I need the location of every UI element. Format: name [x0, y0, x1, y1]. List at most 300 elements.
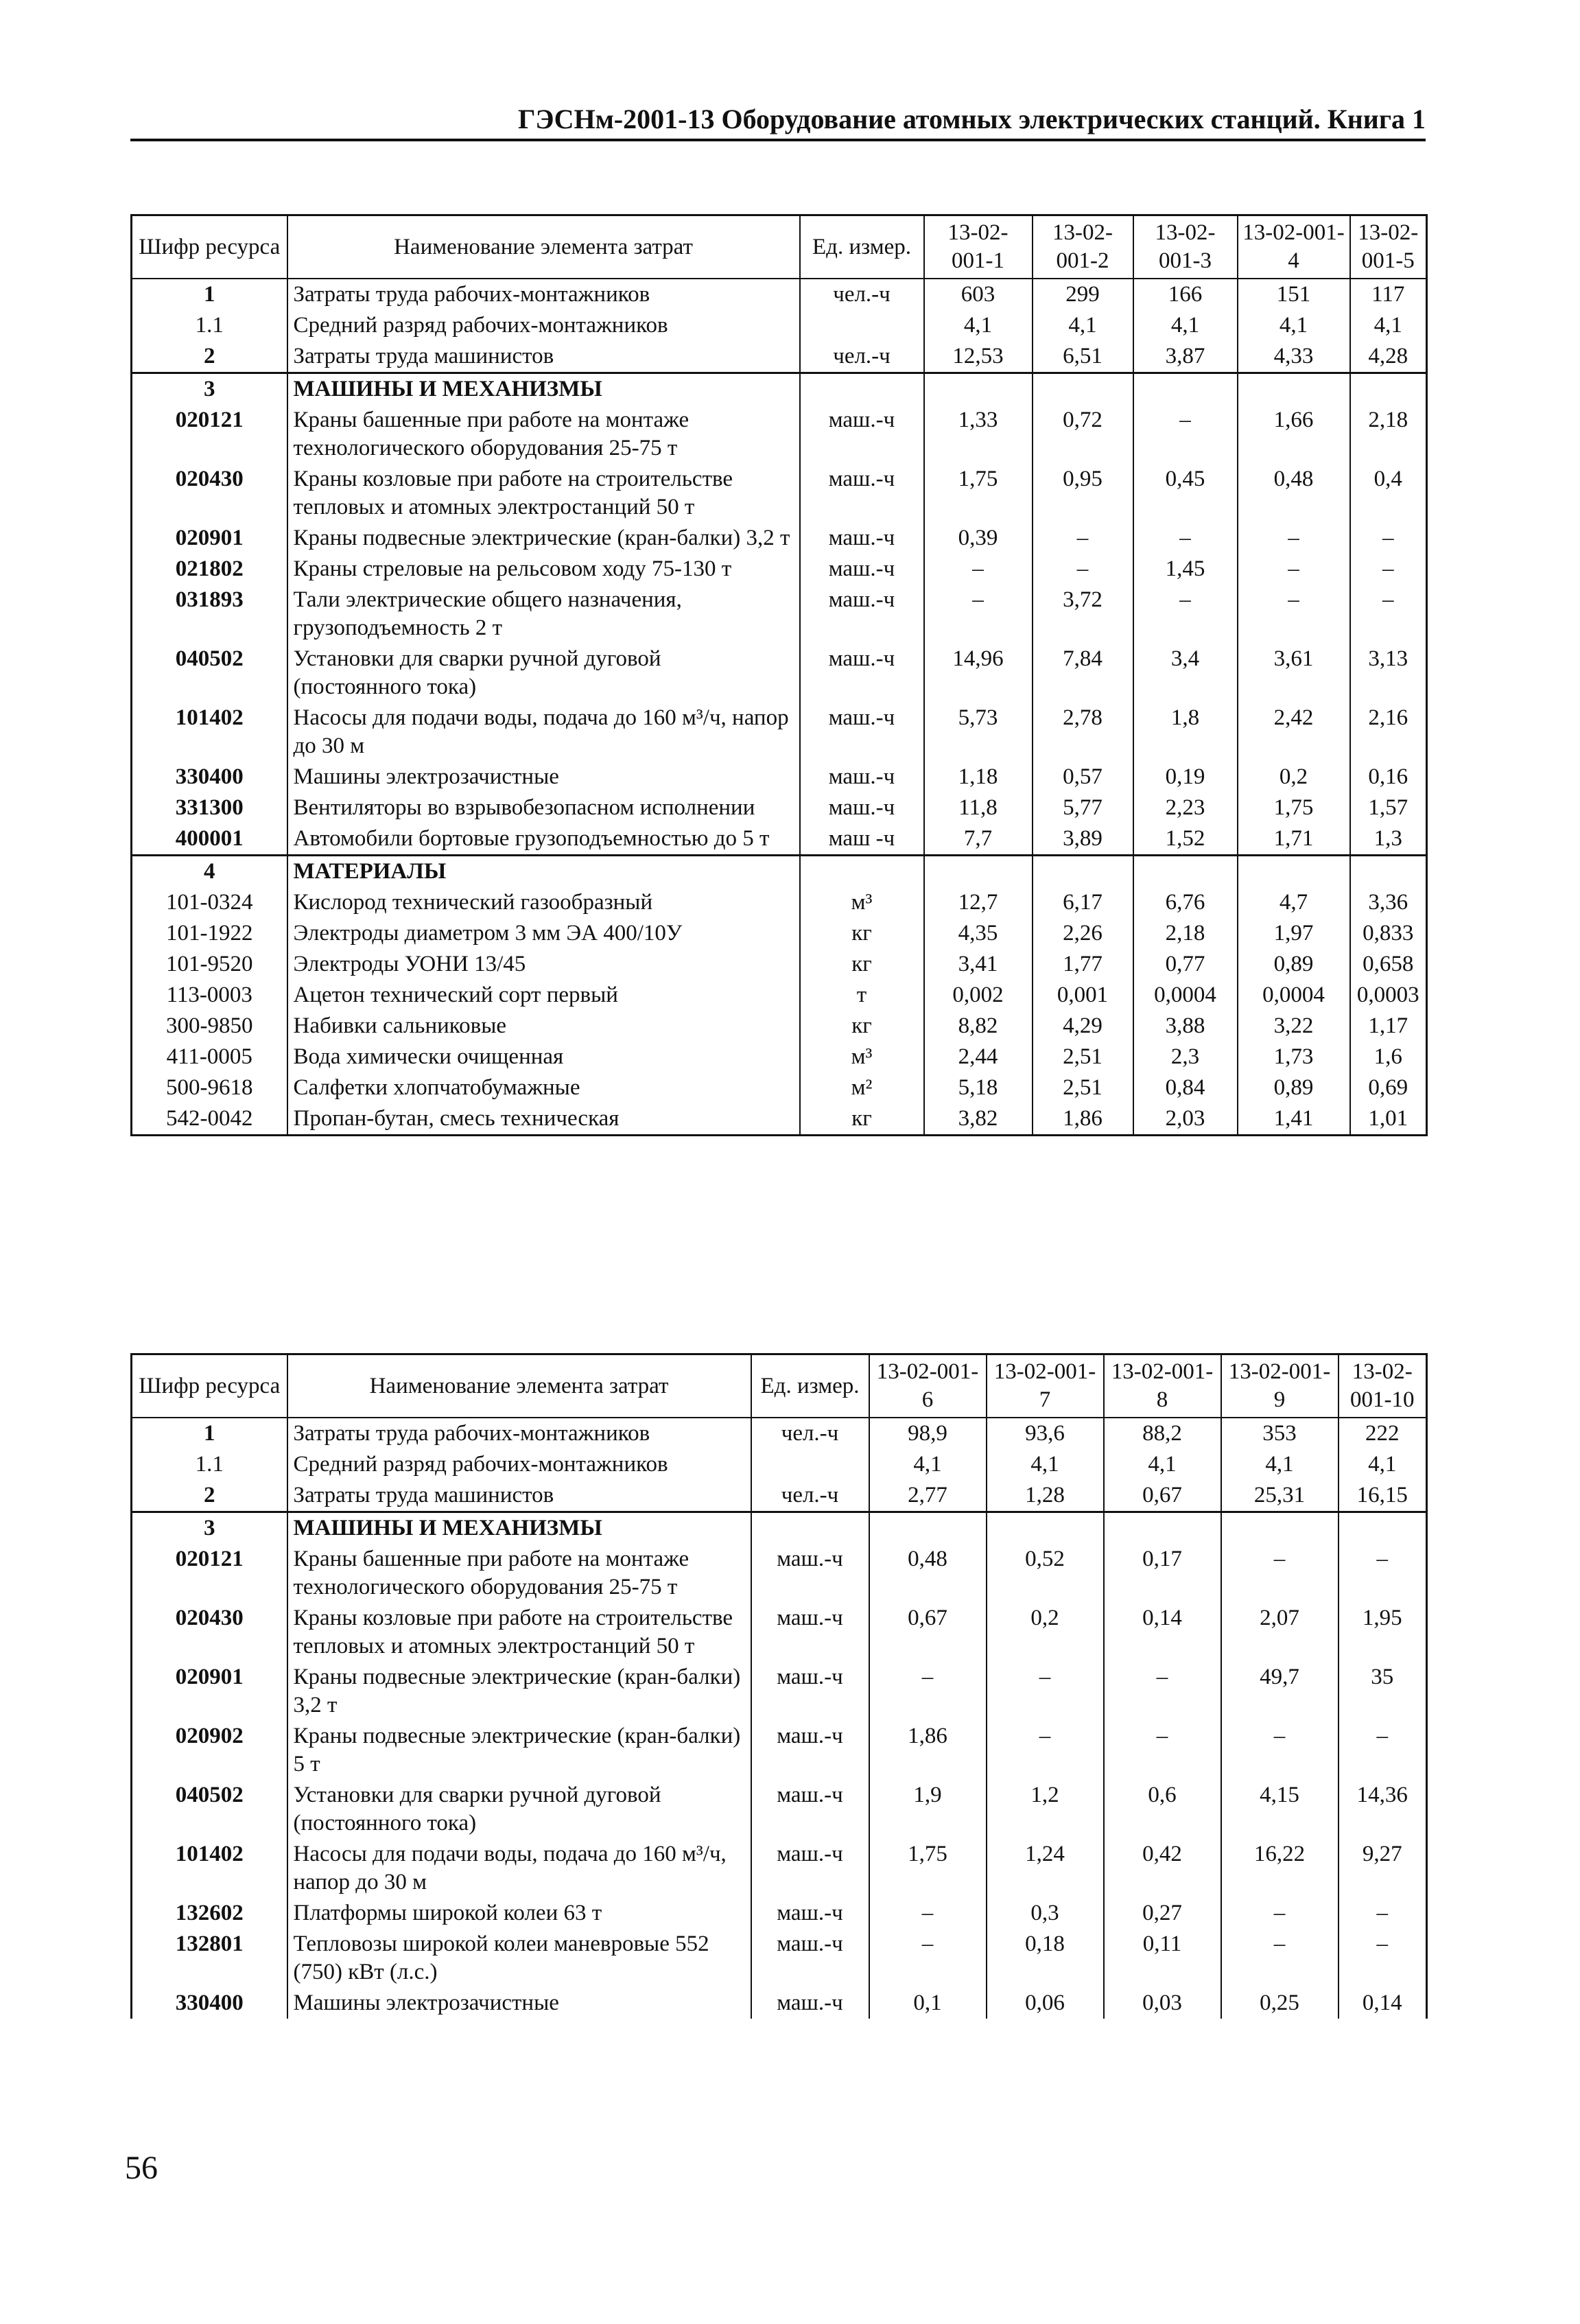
norm-value: – [1221, 1898, 1339, 1929]
resource-code: 1 [132, 279, 287, 310]
unit-of-measure: чел.-ч [800, 341, 924, 373]
table-row [132, 1780, 1427, 1839]
table-row [132, 405, 1427, 464]
table-row [132, 793, 1427, 823]
norm-value: 2,51 [1033, 1072, 1133, 1103]
table-row [132, 823, 1427, 856]
column-header-norm-3: 13-02-001-3 [1133, 215, 1238, 279]
norm-value: 0,002 [924, 980, 1033, 1011]
norm-value: 4,1 [1238, 310, 1350, 341]
resource-name: Затраты труда машинистов [287, 1480, 751, 1512]
norm-value: – [924, 585, 1033, 644]
resource-name: Средний разряд рабочих-монтажников [287, 310, 800, 341]
resource-name: Установки для сварки ручной дуговой (постоянного тока) [287, 1780, 751, 1839]
resource-name: Электроды УОНИ 13/45 [287, 949, 800, 980]
column-header-unit: Ед. измер. [800, 215, 924, 279]
table-row [132, 1662, 1427, 1721]
resource-code: 2 [132, 1480, 287, 1512]
norm-value: 1,18 [924, 762, 1033, 793]
norm-value: 4,15 [1221, 1780, 1339, 1839]
norm-value: 12,7 [924, 887, 1033, 918]
norm-value: 1,3 [1350, 823, 1427, 856]
norm-value [1339, 1512, 1427, 1545]
column-header-norm-2: 13-02-001-2 [1033, 215, 1133, 279]
unit-of-measure [800, 856, 924, 888]
column-header-name: Наименование элемента затрат [287, 215, 800, 279]
norm-value: 3,82 [924, 1103, 1033, 1136]
resource-code: 020430 [132, 1603, 287, 1662]
table-row [132, 464, 1427, 523]
unit-of-measure [751, 1449, 869, 1480]
column-header-code: Шифр ресурса [132, 215, 287, 279]
norm-value: 4,1 [869, 1449, 987, 1480]
resource-name: Платформы широкой колеи 63 т [287, 1898, 751, 1929]
norm-value [987, 1512, 1104, 1545]
table-row [132, 1839, 1427, 1898]
norm-value: 11,8 [924, 793, 1033, 823]
table-row [132, 310, 1427, 341]
norm-value: 0,52 [987, 1544, 1104, 1603]
norm-value: – [987, 1662, 1104, 1721]
norm-value: 166 [1133, 279, 1238, 310]
table-row [132, 1072, 1427, 1103]
resource-name: МАТЕРИАЛЫ [287, 856, 800, 888]
norm-value: 0,25 [1221, 1988, 1339, 2019]
norm-value: – [1221, 1929, 1339, 1988]
norm-value: – [1033, 554, 1133, 585]
norm-value: 5,73 [924, 703, 1033, 762]
norm-value: 0,2 [1238, 762, 1350, 793]
norm-value: 0,42 [1104, 1839, 1221, 1898]
table-row [132, 949, 1427, 980]
norm-value: – [1133, 405, 1238, 464]
resource-code: 2 [132, 341, 287, 373]
norm-value: 1,01 [1350, 1103, 1427, 1136]
norm-value: 3,4 [1133, 644, 1238, 703]
resource-name: Салфетки хлопчатобумажные [287, 1072, 800, 1103]
norm-value: 0,03 [1104, 1988, 1221, 2019]
norm-value: 1,66 [1238, 405, 1350, 464]
resource-name: Краны башенные при работе на монтаже технологического оборудования 25-75 т [287, 1544, 751, 1603]
norm-value: 0,3 [987, 1898, 1104, 1929]
norm-value: – [1350, 585, 1427, 644]
resource-code: 101-0324 [132, 887, 287, 918]
norm-value: 9,27 [1339, 1839, 1427, 1898]
norm-value: 16,15 [1339, 1480, 1427, 1512]
resource-code: 101-9520 [132, 949, 287, 980]
norm-value [1221, 1512, 1339, 1545]
norm-value: 0,57 [1033, 762, 1133, 793]
norm-value: 151 [1238, 279, 1350, 310]
norm-value: 2,07 [1221, 1603, 1339, 1662]
norm-value: 1,71 [1238, 823, 1350, 856]
resource-code: 132801 [132, 1929, 287, 1988]
table-row [132, 1418, 1427, 1449]
resource-code: 020121 [132, 405, 287, 464]
page-header-title: ГЭСНм-2001-13 Оборудование атомных электрических станций. Книга 1 [517, 104, 1426, 134]
norm-value: 0,0004 [1238, 980, 1350, 1011]
norm-value [1033, 373, 1133, 406]
norm-value: 0,0004 [1133, 980, 1238, 1011]
resource-name: Краны козловые при работе на строительстве тепловых и атомных электростанций 50 т [287, 464, 800, 523]
norm-value: 4,7 [1238, 887, 1350, 918]
norm-value: 2,3 [1133, 1042, 1238, 1072]
resource-table-2 [130, 1353, 1428, 2019]
resource-name: Насосы для подачи воды, подача до 160 м³/ч, напор до 30 м [287, 1839, 751, 1898]
column-header-name: Наименование элемента затрат [287, 1354, 751, 1418]
unit-of-measure: маш.-ч [800, 793, 924, 823]
norm-value: 1,86 [869, 1721, 987, 1780]
column-header-code: Шифр ресурса [132, 1354, 287, 1418]
norm-value: 0,72 [1033, 405, 1133, 464]
unit-of-measure: кг [800, 1103, 924, 1136]
column-header-unit: Ед. измер. [751, 1354, 869, 1418]
norm-value: 2,44 [924, 1042, 1033, 1072]
norm-value: 2,03 [1133, 1103, 1238, 1136]
norm-value [1238, 373, 1350, 406]
norm-value: 88,2 [1104, 1418, 1221, 1449]
column-header-norm-10: 13-02-001-10 [1339, 1354, 1427, 1418]
norm-value: 16,22 [1221, 1839, 1339, 1898]
resource-name: Пропан-бутан, смесь техническая [287, 1103, 800, 1136]
resource-code: 411-0005 [132, 1042, 287, 1072]
unit-of-measure [751, 1512, 869, 1545]
resource-name: Вода химически очищенная [287, 1042, 800, 1072]
norm-value: 353 [1221, 1418, 1339, 1449]
table-row [132, 1103, 1427, 1136]
norm-value: 4,1 [1133, 310, 1238, 341]
norm-value: 4,1 [987, 1449, 1104, 1480]
resource-code: 101-1922 [132, 918, 287, 949]
norm-value: 0,18 [987, 1929, 1104, 1988]
resource-code: 300-9850 [132, 1011, 287, 1042]
norm-value: – [1221, 1721, 1339, 1780]
table-row [132, 1449, 1427, 1480]
norm-value: 1,52 [1133, 823, 1238, 856]
resource-name: Затраты труда рабочих-монтажников [287, 1418, 751, 1449]
norm-value: 25,31 [1221, 1480, 1339, 1512]
norm-value: 0,45 [1133, 464, 1238, 523]
resource-name: Ацетон технический сорт первый [287, 980, 800, 1011]
resource-code: 500-9618 [132, 1072, 287, 1103]
resource-name: Тепловозы широкой колеи маневровые 552 (750) кВт (л.с.) [287, 1929, 751, 1988]
resource-name: Краны подвесные электрические (кран-балки) 3,2 т [287, 1662, 751, 1721]
resource-name: Установки для сварки ручной дуговой (постоянного тока) [287, 644, 800, 703]
unit-of-measure: маш.-ч [800, 644, 924, 703]
unit-of-measure: маш.-ч [751, 1721, 869, 1780]
table-row [132, 1929, 1427, 1988]
unit-of-measure: чел.-ч [800, 279, 924, 310]
table-row [132, 1603, 1427, 1662]
unit-of-measure: чел.-ч [751, 1418, 869, 1449]
norm-value: 0,77 [1133, 949, 1238, 980]
resource-code: 132602 [132, 1898, 287, 1929]
norm-value: 0,27 [1104, 1898, 1221, 1929]
unit-of-measure: м² [800, 1072, 924, 1103]
resource-name: Затраты труда рабочих-монтажников [287, 279, 800, 310]
norm-value: 4,1 [1350, 310, 1427, 341]
norm-value: – [1033, 523, 1133, 554]
unit-of-measure: маш.-ч [751, 1603, 869, 1662]
column-header-norm-4: 13-02-001-4 [1238, 215, 1350, 279]
norm-value: – [1133, 523, 1238, 554]
norm-value: – [1350, 554, 1427, 585]
norm-value [1133, 373, 1238, 406]
norm-value: 2,16 [1350, 703, 1427, 762]
table-row [132, 1988, 1427, 2019]
norm-value: – [1339, 1544, 1427, 1603]
resource-code: 021802 [132, 554, 287, 585]
norm-value: 98,9 [869, 1418, 987, 1449]
resource-name: Тали электрические общего назначения, грузоподъемность 2 т [287, 585, 800, 644]
column-header-norm-5: 13-02-001-5 [1350, 215, 1427, 279]
norm-value: 0,17 [1104, 1544, 1221, 1603]
norm-value: 3,22 [1238, 1011, 1350, 1042]
norm-value: 1,73 [1238, 1042, 1350, 1072]
resource-code: 542-0042 [132, 1103, 287, 1136]
norm-value: 3,87 [1133, 341, 1238, 373]
norm-value: 7,84 [1033, 644, 1133, 703]
norm-value: – [1350, 523, 1427, 554]
table-row [132, 1544, 1427, 1603]
resource-name: Насосы для подачи воды, подача до 160 м³/ч, напор до 30 м [287, 703, 800, 762]
norm-value: 0,1 [869, 1988, 987, 2019]
norm-value: 8,82 [924, 1011, 1033, 1042]
unit-of-measure: маш.-ч [751, 1662, 869, 1721]
norm-value: 0,19 [1133, 762, 1238, 793]
unit-of-measure: маш.-ч [800, 554, 924, 585]
unit-of-measure: т [800, 980, 924, 1011]
norm-value: 0,658 [1350, 949, 1427, 980]
resource-code: 331300 [132, 793, 287, 823]
unit-of-measure: маш.-ч [751, 1898, 869, 1929]
unit-of-measure: маш.-ч [751, 1988, 869, 2019]
resource-code: 400001 [132, 823, 287, 856]
resource-code: 1.1 [132, 310, 287, 341]
norm-value: 0,67 [1104, 1480, 1221, 1512]
table-row [132, 980, 1427, 1011]
norm-value: 0,2 [987, 1603, 1104, 1662]
norm-value: 1,33 [924, 405, 1033, 464]
resource-name: Набивки сальниковые [287, 1011, 800, 1042]
resource-name: Краны подвесные электрические (кран-балки) 3,2 т [287, 523, 800, 554]
table-row [132, 1011, 1427, 1042]
unit-of-measure: маш.-ч [800, 405, 924, 464]
norm-value: 2,23 [1133, 793, 1238, 823]
norm-value: 6,17 [1033, 887, 1133, 918]
resource-name: Краны подвесные электрические (кран-балки) 5 т [287, 1721, 751, 1780]
norm-value: 4,1 [1339, 1449, 1427, 1480]
norm-value: – [924, 554, 1033, 585]
norm-value: 2,78 [1033, 703, 1133, 762]
table-row [132, 554, 1427, 585]
table-row [132, 644, 1427, 703]
norm-value: 4,35 [924, 918, 1033, 949]
resource-code: 3 [132, 373, 287, 406]
norm-value: 4,1 [1221, 1449, 1339, 1480]
unit-of-measure: чел.-ч [751, 1480, 869, 1512]
section-row [132, 856, 1427, 888]
resource-name: МАШИНЫ И МЕХАНИЗМЫ [287, 1512, 751, 1545]
norm-value: 0,89 [1238, 1072, 1350, 1103]
norm-value: 0,001 [1033, 980, 1133, 1011]
norm-value: 3,89 [1033, 823, 1133, 856]
norm-value: 0,06 [987, 1988, 1104, 2019]
norm-value: 0,16 [1350, 762, 1427, 793]
resource-name: Автомобили бортовые грузоподъемностью до 5 т [287, 823, 800, 856]
table-row [132, 1898, 1427, 1929]
norm-value: 7,7 [924, 823, 1033, 856]
unit-of-measure: маш.-ч [751, 1544, 869, 1603]
resource-name: Краны козловые при работе на строительстве тепловых и атомных электростанций 50 т [287, 1603, 751, 1662]
norm-value: 1,41 [1238, 1103, 1350, 1136]
norm-value: 0,14 [1339, 1988, 1427, 2019]
resource-code: 1.1 [132, 1449, 287, 1480]
norm-value: 4,33 [1238, 341, 1350, 373]
unit-of-measure: маш.-ч [800, 703, 924, 762]
norm-value: 0,84 [1133, 1072, 1238, 1103]
norm-value: 3,88 [1133, 1011, 1238, 1042]
resource-name: Вентиляторы во взрывобезопасном исполнении [287, 793, 800, 823]
table-row [132, 341, 1427, 373]
norm-value [924, 373, 1033, 406]
norm-value: 603 [924, 279, 1033, 310]
norm-value: 0,69 [1350, 1072, 1427, 1103]
resource-code: 020901 [132, 1662, 287, 1721]
norm-value [1350, 856, 1427, 888]
norm-value: 1,97 [1238, 918, 1350, 949]
unit-of-measure: м³ [800, 887, 924, 918]
resource-code: 4 [132, 856, 287, 888]
resource-name: Средний разряд рабочих-монтажников [287, 1449, 751, 1480]
section-row [132, 373, 1427, 406]
unit-of-measure: маш.-ч [751, 1929, 869, 1988]
norm-value: 2,42 [1238, 703, 1350, 762]
table-row [132, 279, 1427, 310]
norm-value: 1,86 [1033, 1103, 1133, 1136]
norm-value: 2,26 [1033, 918, 1133, 949]
norm-value: 49,7 [1221, 1662, 1339, 1721]
norm-value: 4,29 [1033, 1011, 1133, 1042]
resource-code: 3 [132, 1512, 287, 1545]
resource-code: 330400 [132, 1988, 287, 2019]
resource-code: 1 [132, 1418, 287, 1449]
norm-value [1104, 1512, 1221, 1545]
unit-of-measure: маш.-ч [751, 1839, 869, 1898]
norm-value: 2,18 [1133, 918, 1238, 949]
norm-value: 1,77 [1033, 949, 1133, 980]
norm-value: – [869, 1662, 987, 1721]
table-row [132, 918, 1427, 949]
norm-value: 5,18 [924, 1072, 1033, 1103]
header-rule [130, 139, 1426, 141]
column-header-norm-7: 13-02-001-7 [987, 1354, 1104, 1418]
unit-of-measure [800, 310, 924, 341]
unit-of-measure: маш.-ч [751, 1780, 869, 1839]
resource-name: Электроды диаметром 3 мм ЭА 400/10У [287, 918, 800, 949]
unit-of-measure: маш.-ч [800, 464, 924, 523]
norm-value: – [1238, 523, 1350, 554]
norm-value: 0,14 [1104, 1603, 1221, 1662]
table-row [132, 1721, 1427, 1780]
norm-value: 1,75 [1238, 793, 1350, 823]
norm-value [924, 856, 1033, 888]
norm-value: – [1104, 1721, 1221, 1780]
norm-value [869, 1512, 987, 1545]
norm-value: 1,9 [869, 1780, 987, 1839]
resource-code: 040502 [132, 1780, 287, 1839]
norm-value: 0,11 [1104, 1929, 1221, 1988]
norm-value: 2,18 [1350, 405, 1427, 464]
table-row [132, 703, 1427, 762]
resource-code: 020901 [132, 523, 287, 554]
norm-value: – [1339, 1929, 1427, 1988]
resource-name: Краны стреловые на рельсовом ходу 75-130 т [287, 554, 800, 585]
resource-code: 101402 [132, 703, 287, 762]
norm-value: 0,0003 [1350, 980, 1427, 1011]
resource-table-1 [130, 214, 1428, 1136]
norm-value: – [869, 1898, 987, 1929]
resource-code: 020430 [132, 464, 287, 523]
resource-code: 020902 [132, 1721, 287, 1780]
column-header-norm-8: 13-02-001-8 [1104, 1354, 1221, 1418]
unit-of-measure [800, 373, 924, 406]
norm-value: 3,61 [1238, 644, 1350, 703]
norm-value: 6,76 [1133, 887, 1238, 918]
resource-code: 031893 [132, 585, 287, 644]
norm-value: 0,833 [1350, 918, 1427, 949]
unit-of-measure: м³ [800, 1042, 924, 1072]
norm-value: 6,51 [1033, 341, 1133, 373]
norm-value: 0,6 [1104, 1780, 1221, 1839]
norm-value: 2,51 [1033, 1042, 1133, 1072]
section-row [132, 1512, 1427, 1545]
norm-value: – [1104, 1662, 1221, 1721]
table-row [132, 1480, 1427, 1512]
norm-value: 14,96 [924, 644, 1033, 703]
norm-value: – [1238, 585, 1350, 644]
norm-value: 0,39 [924, 523, 1033, 554]
resource-name: МАШИНЫ И МЕХАНИЗМЫ [287, 373, 800, 406]
resource-code: 040502 [132, 644, 287, 703]
norm-value: 1,75 [924, 464, 1033, 523]
norm-value: 4,1 [1104, 1449, 1221, 1480]
table-row [132, 523, 1427, 554]
resource-code: 113-0003 [132, 980, 287, 1011]
table-row [132, 1042, 1427, 1072]
norm-value: 5,77 [1033, 793, 1133, 823]
norm-value: 2,77 [869, 1480, 987, 1512]
table-row [132, 762, 1427, 793]
norm-value: 1,8 [1133, 703, 1238, 762]
norm-value: 1,45 [1133, 554, 1238, 585]
table-row [132, 585, 1427, 644]
norm-value: 4,1 [1033, 310, 1133, 341]
table-row [132, 887, 1427, 918]
norm-value: 3,13 [1350, 644, 1427, 703]
norm-value: 4,28 [1350, 341, 1427, 373]
norm-value: 14,36 [1339, 1780, 1427, 1839]
norm-value: 35 [1339, 1662, 1427, 1721]
page-number: 56 [125, 2150, 158, 2186]
unit-of-measure: маш.-ч [800, 762, 924, 793]
norm-value: 0,48 [1238, 464, 1350, 523]
norm-value: 3,36 [1350, 887, 1427, 918]
resource-name: Машины электрозачистные [287, 762, 800, 793]
norm-value: 0,4 [1350, 464, 1427, 523]
column-header-norm-6: 13-02-001-6 [869, 1354, 987, 1418]
unit-of-measure: маш -ч [800, 823, 924, 856]
